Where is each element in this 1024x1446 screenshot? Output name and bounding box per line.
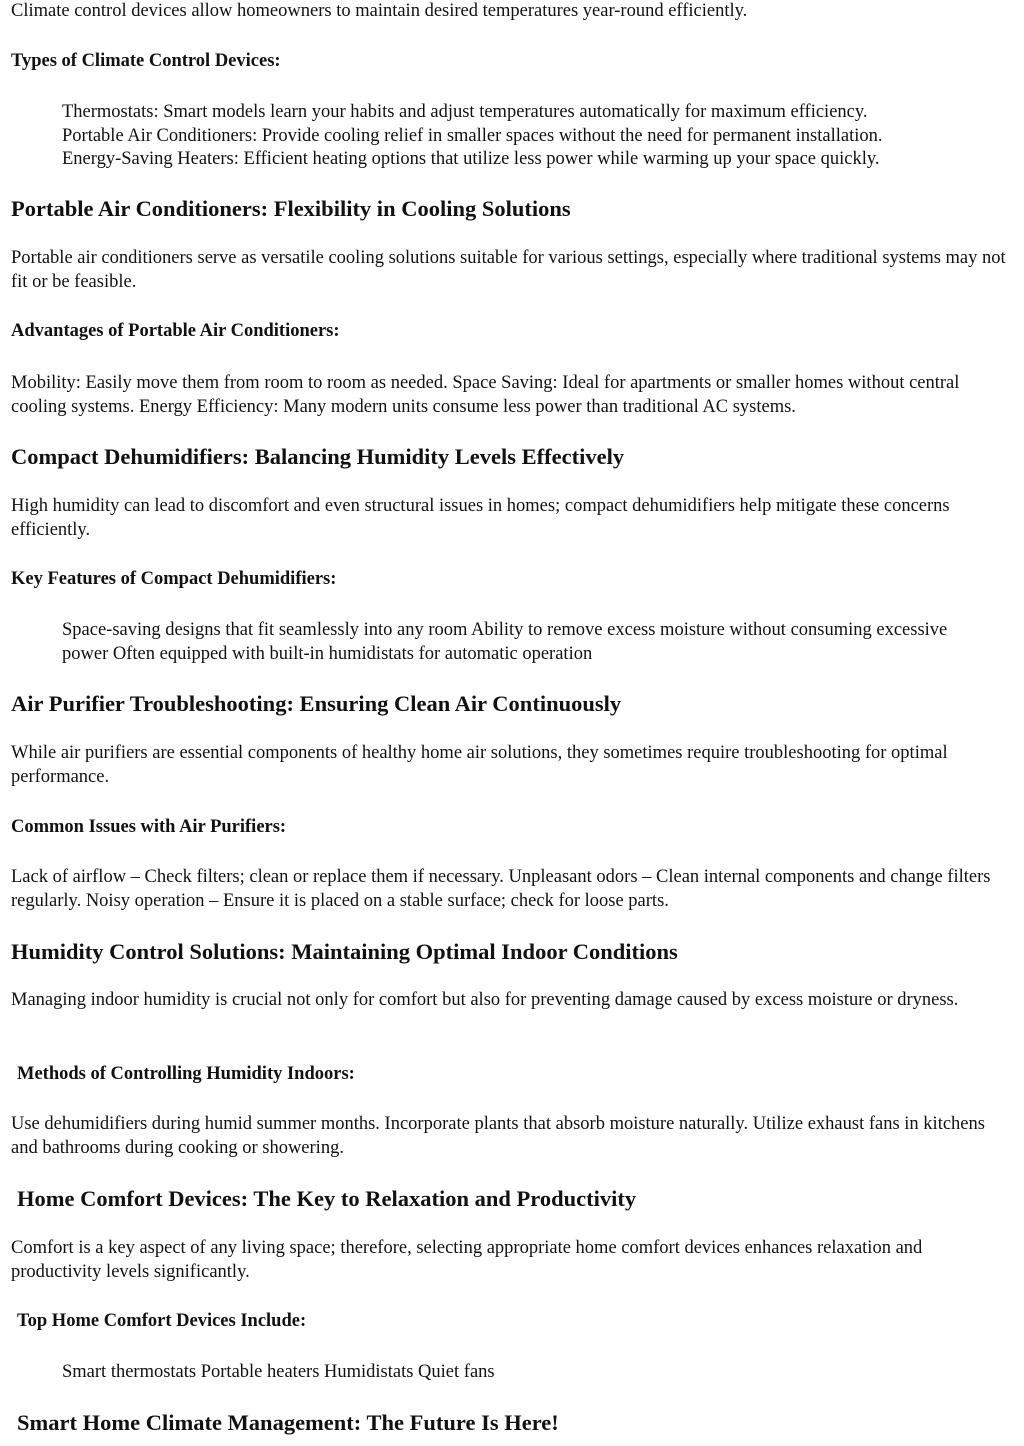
intro-paragraph: Climate control devices allow homeowners to maintain desired temperatures year-round efficiently. [11, 1, 748, 21]
portable-ac-advantages-body: Mobility: Easily move them from room to room as needed. Space Saving: Ideal for apartments or smaller homes without central cooling systems. Energy Efficiency: Many modern units consume less power than traditional AC systems. [11, 373, 960, 417]
types-item-heaters: Energy-Saving Heaters: Efficient heating options that utilize less power while warming up your space quickly. [62, 149, 880, 169]
humidity-methods-heading: Methods of Controlling Humidity Indoors: [17, 1064, 355, 1084]
air-purifier-body: While air purifiers are essential components of healthy home air solutions, they sometimes require troubleshooting for optimal performance. [11, 743, 948, 787]
dehumidifiers-body: High humidity can lead to discomfort and even structural issues in homes; compact dehumidifiers help mitigate these concerns efficiently. [11, 496, 950, 540]
portable-ac-body: Portable air conditioners serve as versatile cooling solutions suitable for various settings, especially where traditional systems may not fit or be feasible. [11, 248, 1006, 292]
humidity-body: Managing indoor humidity is crucial not only for comfort but also for preventing damage caused by excess moisture or dryness. [11, 990, 959, 1010]
smart-home-title: Smart Home Climate Management: The Future Is Here! [17, 1410, 559, 1435]
comfort-devices-body: Smart thermostats Portable heaters Humidistats Quiet fans [62, 1362, 495, 1382]
types-list [62, 101, 994, 172]
types-item-portable-ac: Portable Air Conditioners: Provide cooling relief in smaller spaces without the need for permanent installation. [62, 125, 883, 146]
dehumidifiers-features-body: Space-saving designs that fit seamlessly into any room Ability to remove excess moisture without consuming excessive power Often equipped with built-in humidistats for automatic operation [62, 620, 948, 664]
air-purifier-issues-heading: Common Issues with Air Purifiers: [11, 817, 287, 837]
portable-ac-title: Portable Air Conditioners: Flexibility in Cooling Solutions [11, 196, 571, 221]
types-item-thermostats: Thermostats: Smart models learn your habits and adjust temperatures automatically for maximum efficiency. [62, 102, 868, 122]
types-heading: Types of Climate Control Devices: [11, 51, 281, 71]
humidity-methods-body: Use dehumidifiers during humid summer months. Incorporate plants that absorb moisture naturally. Utilize exhaust fans in kitchens and bathrooms during cooking or showering. [11, 1114, 985, 1158]
humidity-title: Humidity Control Solutions: Maintaining Optimal Indoor Conditions [11, 939, 678, 964]
comfort-title: Home Comfort Devices: The Key to Relaxation and Productivity [17, 1186, 637, 1211]
air-purifier-issues-body: Lack of airflow – Check filters; clean or replace them if necessary. Unpleasant odors – Clean internal components and change filters regularly. Noisy operation – Ensure it is placed on a stable surface; check for loose parts. [11, 867, 991, 911]
air-purifier-title: Air Purifier Troubleshooting: Ensuring Clean Air Continuously [11, 691, 622, 716]
portable-ac-advantages-heading: Advantages of Portable Air Conditioners: [11, 321, 340, 341]
dehumidifiers-features-heading: Key Features of Compact Dehumidifiers: [11, 569, 337, 589]
dehumidifiers-title: Compact Dehumidifiers: Balancing Humidity Levels Effectively [11, 444, 625, 469]
comfort-devices-heading: Top Home Comfort Devices Include: [17, 1311, 307, 1331]
comfort-body: Comfort is a key aspect of any living space; therefore, selecting appropriate home comfort devices enhances relaxation and productivity levels significantly. [11, 1238, 923, 1282]
